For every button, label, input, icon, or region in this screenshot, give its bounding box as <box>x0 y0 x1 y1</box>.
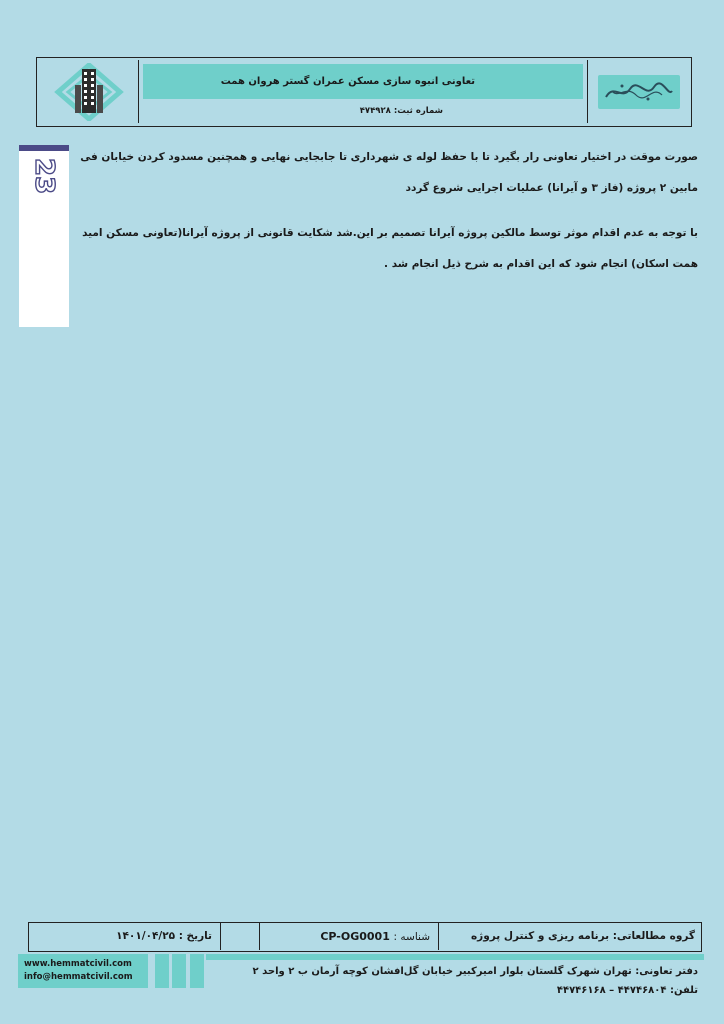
calligraphy-emblem-icon <box>598 75 680 109</box>
document-id-label: شناسه : <box>393 931 430 943</box>
office-address: دفتر تعاونی: تهران شهرک گلستان بلوار امیرکبیر خیابان گل‌افشان کوچه آرمان ب ۲ واحد ۲ <box>252 966 698 977</box>
office-address-block <box>206 962 698 1000</box>
page-number-tab <box>19 145 69 327</box>
decorative-strip <box>155 954 169 988</box>
body-line: همت اسکان) انجام شود که این اقدام به شرح ذیل انجام شد . <box>384 258 698 270</box>
decorative-strip <box>190 954 204 988</box>
company-title: تعاونی انبوه سازی مسکن عمران گستر هروان همت <box>143 64 583 99</box>
document-date: تاریخ : ۱۴۰۱/۰۴/۲۵ <box>36 923 221 950</box>
document-id <box>259 923 439 950</box>
document-id-value: CP-OG0001 <box>320 930 390 943</box>
page-number: 23 <box>29 157 59 195</box>
body-line: با توجه به عدم اقدام موثر توسط مالکین پروژه آیرانا تصمیم بر این.شد شکایت قانونی از پروژه آیرانا(تعاونی مسکن امید <box>82 227 698 239</box>
decorative-strip <box>172 954 186 988</box>
body-line: مابین ۲ پروژه (فاز ۳ و آیرانا) عملیات اجرایی شروع گردد <box>405 182 698 194</box>
office-phone: تلفن: ۴۴۷۴۶۸۰۴ – ۴۴۷۴۶۱۶۸ <box>556 985 698 996</box>
body-line: صورت موقت در اختیار تعاونی رار بگیرد تا با حفظ لوله ی شهرداری تا جابجایی نهایی و همچنین مسدود کردن خیابان فی <box>80 151 698 163</box>
email-link[interactable]: info@hemmatcivil.com <box>24 972 133 982</box>
document-header <box>36 57 692 127</box>
calligraphy-logo <box>587 60 689 123</box>
building-logo-icon <box>54 63 124 121</box>
footer-meta-row <box>28 922 702 952</box>
study-group: گروه مطالعاتی: برنامه ریزی و کنترل پروژه <box>470 930 695 942</box>
company-logo <box>39 60 139 123</box>
address-band <box>206 954 704 960</box>
website-link[interactable]: www.hemmatcivil.com <box>24 959 132 969</box>
registration-number: شماره ثبت: ۴۷۴۹۲۸ <box>359 106 443 116</box>
contact-block <box>18 954 148 988</box>
document-body <box>66 142 698 280</box>
